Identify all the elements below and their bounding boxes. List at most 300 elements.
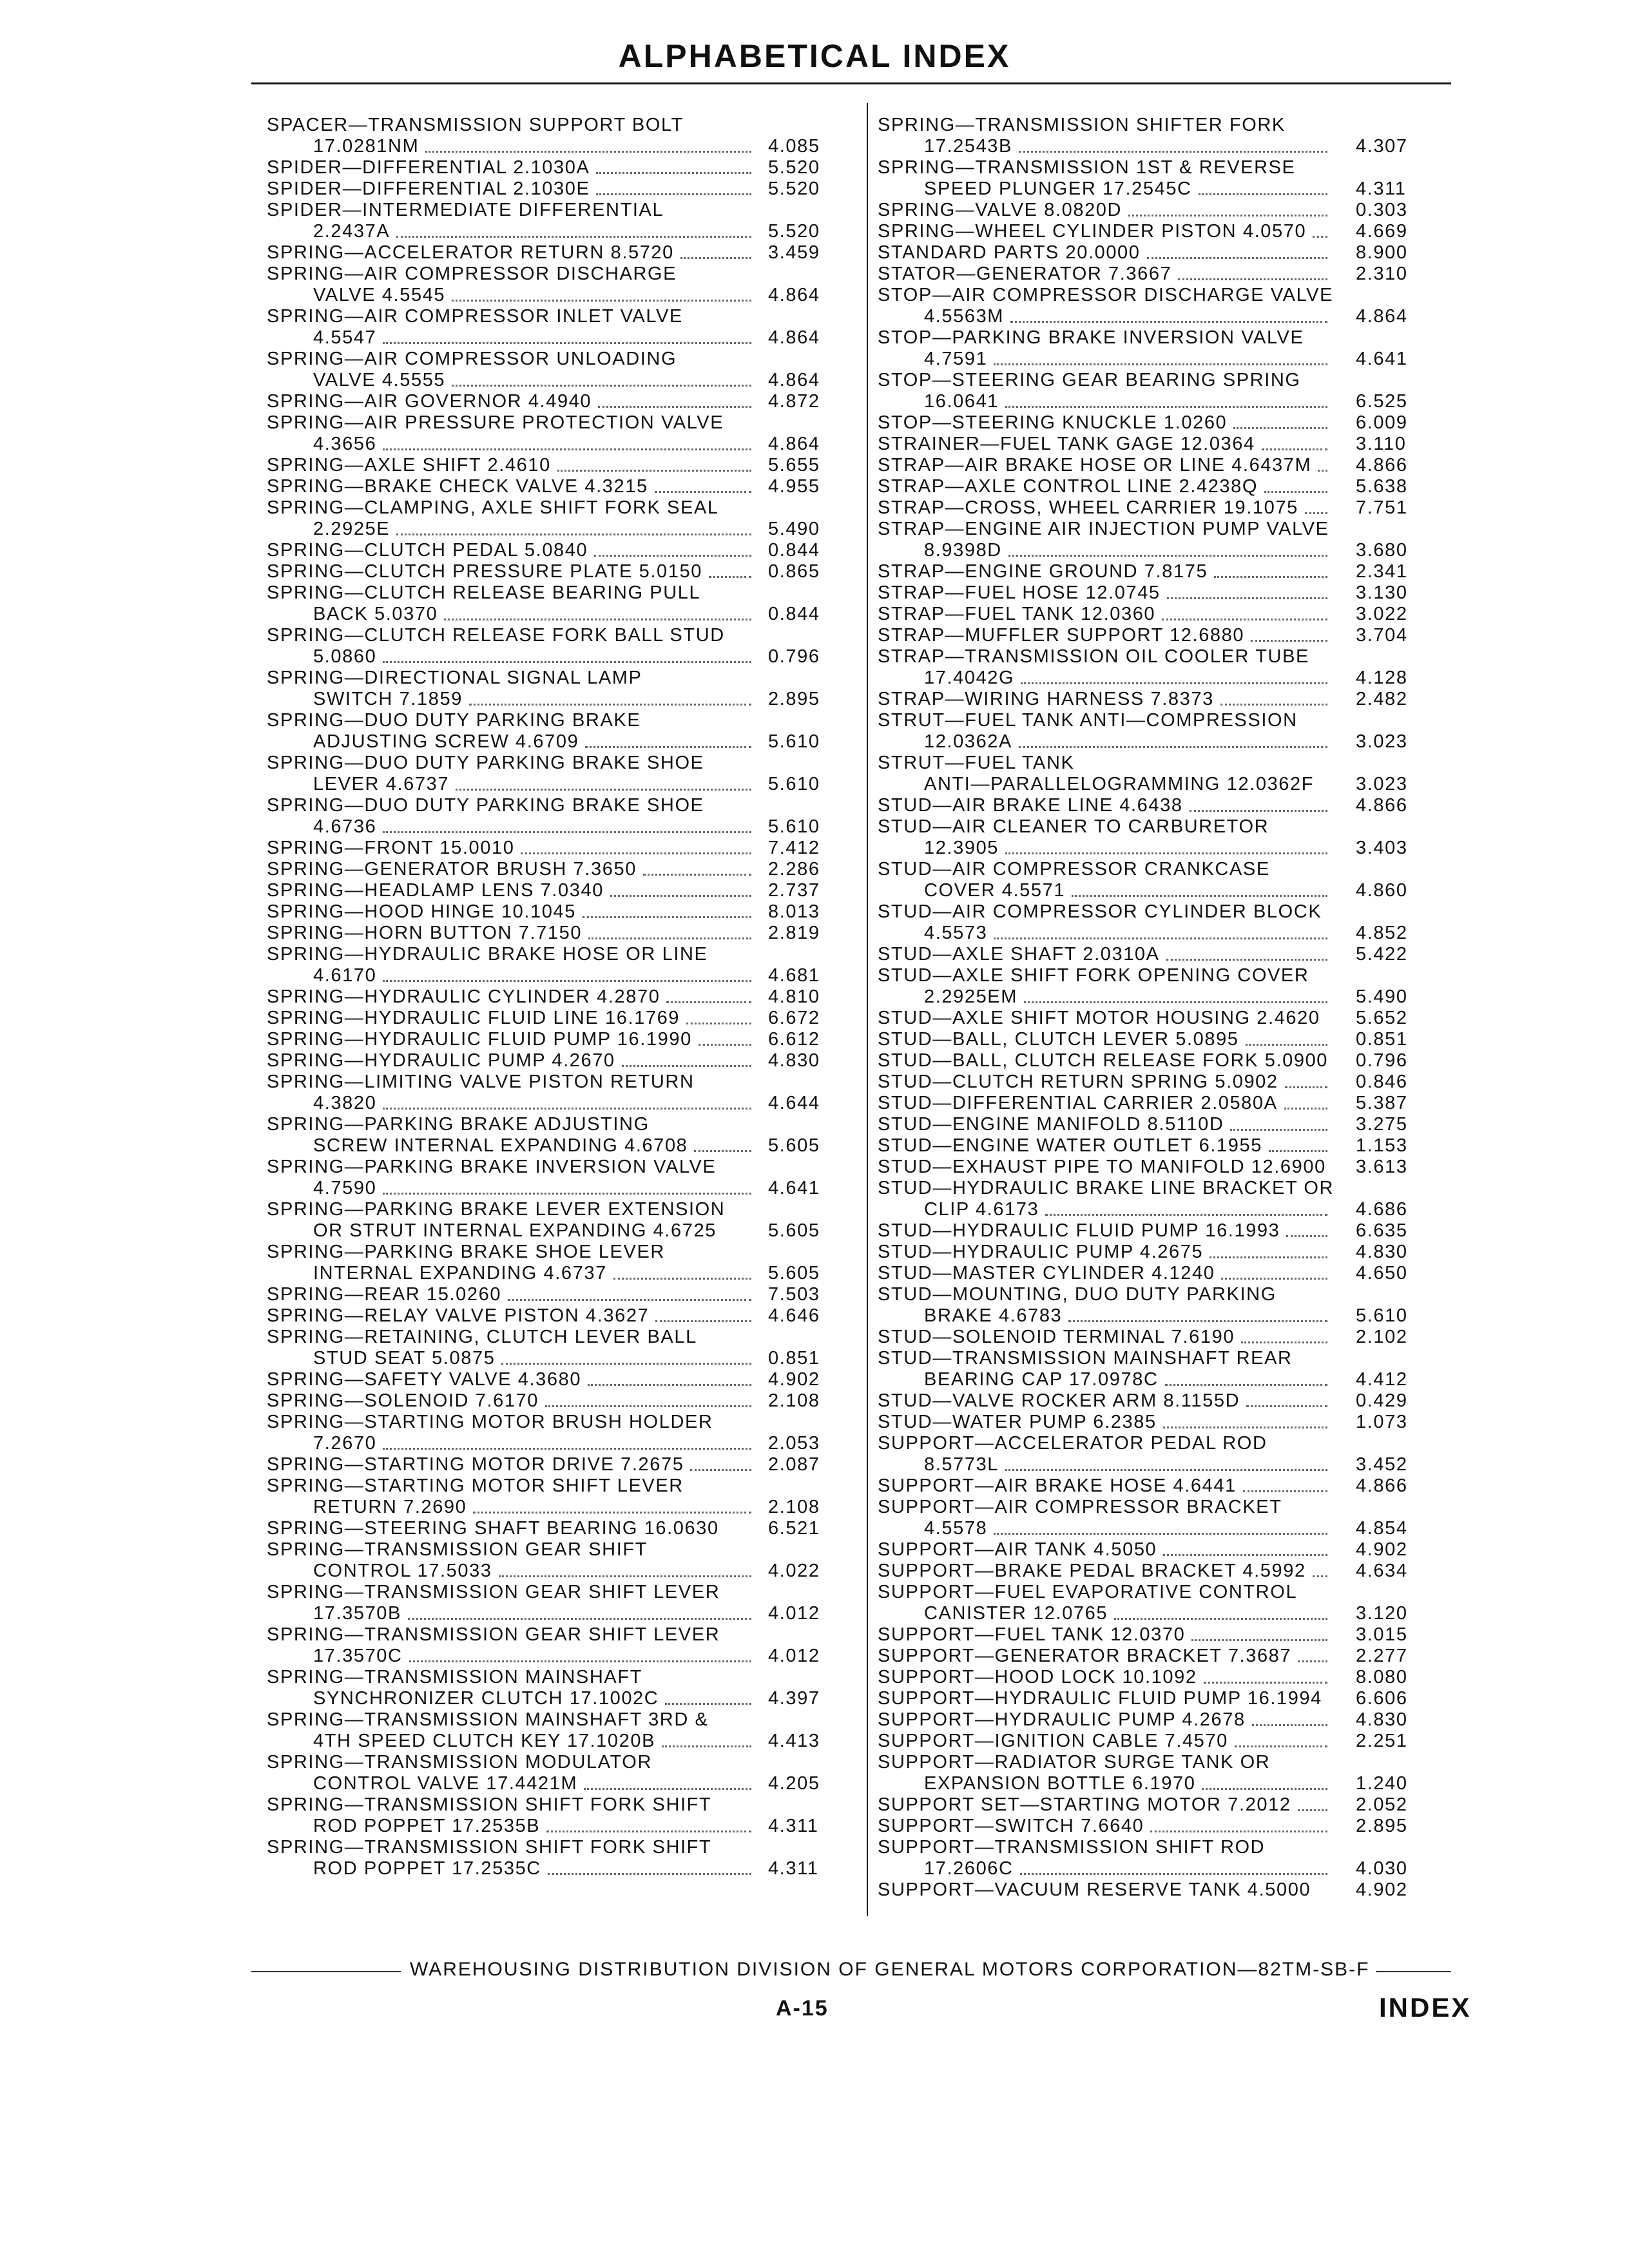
entry-page-ref: 3.459 <box>768 242 820 263</box>
dot-leader <box>383 831 751 833</box>
entry-page-ref: 4.012 <box>768 1603 820 1624</box>
index-entry <box>878 497 1440 519</box>
entry-heading: SPRING—TRANSMISSION GEAR SHIFT <box>267 1539 648 1560</box>
entry-page-ref: 4.854 <box>1356 1518 1408 1539</box>
entry-page-ref: 5.610 <box>768 774 820 794</box>
entry-line <box>878 1688 1333 1709</box>
dot-leader <box>1313 1575 1327 1577</box>
entry-continuation-text: 17.4042G <box>924 668 1015 688</box>
dot-leader <box>1221 1278 1327 1280</box>
entry-text <box>878 1688 1333 1709</box>
entry-page-ref: 4.864 <box>768 370 820 390</box>
entry-heading: SPIDER—DIFFERENTIAL 2.1030A <box>267 157 590 178</box>
entry-continuation-text: BACK 5.0370 <box>313 604 438 624</box>
entry-continuation-text: RETURN 7.2690 <box>313 1497 467 1517</box>
index-entry <box>267 1050 840 1072</box>
entry-page-ref: 0.851 <box>768 1348 820 1369</box>
index-entry <box>878 434 1440 455</box>
entry-text <box>267 264 757 306</box>
entry-continuation-text: 4.3656 <box>313 434 377 454</box>
dot-leader <box>1150 1831 1327 1832</box>
entry-page-ref: 2.895 <box>1356 1816 1408 1836</box>
entry-text <box>878 604 1333 625</box>
entry-page-ref: 4.810 <box>768 986 820 1007</box>
entry-page-ref: 7.503 <box>768 1284 820 1305</box>
entry-continuation <box>878 391 1333 412</box>
entry-heading: STRAINER—FUEL TANK GAGE 12.0364 <box>878 434 1255 454</box>
entry-continuation-text: 8.5773L <box>924 1454 999 1475</box>
entry-page-ref: 5.387 <box>1356 1093 1408 1113</box>
dot-leader <box>994 363 1327 365</box>
entry-continuation-text: 4.6170 <box>313 965 377 986</box>
entry-heading: SPRING—CLUTCH RELEASE BEARING PULL <box>267 582 701 603</box>
entry-heading: SPRING—VALVE 8.0820D <box>878 200 1123 220</box>
entry-continuation <box>267 1561 757 1582</box>
entry-continuation-text: SYNCHRONIZER CLUTCH 17.1002C <box>313 1688 659 1709</box>
dot-leader <box>1235 1745 1327 1747</box>
entry-text <box>267 838 757 859</box>
entry-heading: SPRING—AIR COMPRESSOR INLET VALVE <box>267 306 683 327</box>
entry-heading: SUPPORT—IGNITION CABLE 7.4570 <box>878 1731 1228 1751</box>
entry-line <box>878 1794 1333 1816</box>
index-entry <box>878 1433 1440 1475</box>
entry-text <box>267 1029 757 1050</box>
entry-heading: STUD—ENGINE WATER OUTLET 6.1955 <box>878 1135 1262 1156</box>
entry-heading: SPRING—DIRECTIONAL SIGNAL LAMP <box>267 668 642 688</box>
entry-line <box>878 1008 1333 1029</box>
entry-heading: SPRING—REAR 15.0260 <box>267 1284 502 1305</box>
entry-text <box>267 1582 757 1624</box>
entry-text <box>267 1199 757 1242</box>
entry-line <box>878 1879 1333 1901</box>
entry-heading: SPRING—TRANSMISSION SHIFTER FORK <box>878 115 1286 135</box>
entry-text <box>878 519 1333 561</box>
entry-continuation-text: 2.2437A <box>313 221 390 242</box>
entry-line <box>878 1135 1333 1157</box>
entry-page-ref: 4.205 <box>768 1773 820 1794</box>
entry-page-ref: 2.895 <box>768 689 820 709</box>
entry-page-ref: 4.902 <box>768 1369 820 1390</box>
dot-leader <box>1005 1469 1327 1471</box>
entry-heading: SPRING—TRANSMISSION SHIFT FORK SHIFT <box>267 1837 712 1858</box>
entry-text <box>267 923 757 944</box>
dot-leader <box>1246 1044 1327 1046</box>
entry-line <box>878 1539 1333 1561</box>
index-entry <box>878 327 1440 370</box>
entry-text <box>267 1242 757 1284</box>
entry-text <box>878 1582 1333 1624</box>
index-entry <box>267 242 840 264</box>
entry-page-ref: 5.520 <box>768 157 820 178</box>
index-entry <box>267 1327 840 1369</box>
entry-line <box>878 1412 1333 1433</box>
dot-leader <box>994 937 1327 939</box>
entry-page-ref: 2.108 <box>768 1497 820 1517</box>
index-entry <box>267 838 840 859</box>
entry-heading: SPRING—SOLENOID 7.6170 <box>267 1390 539 1411</box>
index-entry <box>267 1454 840 1475</box>
entry-continuation <box>267 370 757 391</box>
entry-heading: SPRING—ACCELERATOR RETURN 8.5720 <box>267 242 674 263</box>
entry-text <box>878 1816 1333 1837</box>
entry-text <box>878 816 1333 859</box>
entry-page-ref: 2.102 <box>1356 1327 1408 1347</box>
entry-heading: SPRING—SAFETY VALVE 4.3680 <box>267 1369 582 1390</box>
index-entry <box>878 901 1440 944</box>
dot-leader <box>622 1065 751 1067</box>
entry-heading: SUPPORT—SWITCH 7.6640 <box>878 1816 1144 1836</box>
entry-continuation <box>267 136 757 157</box>
entry-line <box>267 1390 757 1412</box>
entry-continuation-text: 4.5563M <box>924 306 1005 327</box>
entry-text <box>267 1284 757 1305</box>
entry-continuation <box>878 178 1333 200</box>
entry-line <box>267 880 757 901</box>
entry-continuation-text: CANISTER 12.0765 <box>924 1603 1108 1624</box>
entry-continuation <box>267 646 757 668</box>
entry-page-ref: 0.796 <box>1356 1050 1408 1071</box>
entry-text <box>878 1348 1333 1390</box>
entry-line <box>267 1050 757 1072</box>
entry-line <box>878 625 1333 646</box>
entry-heading: STUD—DIFFERENTIAL CARRIER 2.0580A <box>878 1093 1278 1113</box>
index-entry <box>878 1624 1440 1646</box>
entry-page-ref: 5.520 <box>768 221 820 242</box>
entry-text <box>878 1178 1333 1220</box>
dot-leader <box>662 1745 751 1747</box>
entry-page-ref: 4.955 <box>768 476 820 497</box>
entry-heading: STUD—ENGINE MANIFOLD 8.5110D <box>878 1114 1224 1135</box>
index-entry <box>878 689 1440 710</box>
dot-leader <box>444 619 751 620</box>
footer-publisher: WAREHOUSING DISTRIBUTION DIVISION OF GENERAL MOTORS CORPORATION—82TM-SB-F <box>410 1959 1370 1980</box>
entry-heading: STUD—MOUNTING, DUO DUTY PARKING <box>878 1284 1277 1305</box>
entry-page-ref: 4.311 <box>768 1858 819 1879</box>
entry-line <box>878 476 1333 497</box>
entry-text <box>267 455 757 476</box>
entry-heading: SPRING—CLUTCH RELEASE FORK BALL STUD <box>267 625 725 646</box>
entry-text <box>267 115 757 157</box>
index-entry <box>878 944 1440 965</box>
entry-page-ref: 3.022 <box>1356 604 1408 624</box>
entry-page-ref: 4.830 <box>1356 1242 1408 1262</box>
entry-line <box>878 582 1333 604</box>
index-entry <box>267 115 840 157</box>
dot-leader <box>1019 151 1327 153</box>
entry-page-ref: 1.240 <box>1356 1773 1408 1794</box>
index-entry <box>267 178 840 200</box>
entry-heading: SPRING—DUO DUTY PARKING BRAKE SHOE <box>267 753 704 773</box>
entry-page-ref: 4.012 <box>768 1646 820 1666</box>
dot-leader <box>1191 1639 1327 1641</box>
index-entry <box>267 264 840 306</box>
entry-page-ref: 4.866 <box>1356 795 1408 816</box>
entry-heading: SPRING—HYDRAULIC FLUID LINE 16.1769 <box>267 1008 680 1028</box>
index-entry <box>267 1029 840 1050</box>
entry-heading: STRAP—AIR BRAKE HOSE OR LINE 4.6437M <box>878 455 1312 476</box>
entry-page-ref: 3.023 <box>1356 731 1408 752</box>
entry-page-ref: 4.397 <box>768 1688 820 1709</box>
index-entry <box>878 1731 1440 1752</box>
entry-continuation <box>267 1816 757 1837</box>
entry-line <box>878 264 1333 285</box>
entry-text <box>267 391 757 412</box>
entry-heading: SPRING—CLUTCH PRESSURE PLATE 5.0150 <box>267 561 702 582</box>
index-entry <box>267 625 840 668</box>
entry-continuation-text: 12.0362A <box>924 731 1012 752</box>
entry-line <box>878 497 1333 519</box>
entry-page-ref: 4.307 <box>1356 136 1408 157</box>
entry-heading: STRUT—FUEL TANK <box>878 753 1075 773</box>
dot-leader <box>583 916 751 918</box>
entry-heading: SPRING—TRANSMISSION GEAR SHIFT LEVER <box>267 1582 720 1602</box>
entry-heading: SPRING—GENERATOR BRUSH 7.3650 <box>267 859 637 879</box>
entry-text <box>878 1433 1333 1475</box>
entry-text <box>267 1454 757 1475</box>
entry-page-ref: 0.844 <box>768 540 820 561</box>
entry-heading: SUPPORT—HYDRAULIC FLUID PUMP 16.1994 <box>878 1688 1322 1709</box>
index-entry <box>878 1582 1440 1624</box>
entry-heading: SUPPORT—HYDRAULIC PUMP 4.2678 <box>878 1709 1246 1730</box>
entry-heading: SUPPORT—ACCELERATOR PEDAL ROD <box>878 1433 1268 1454</box>
entry-heading: SPRING—FRONT 15.0010 <box>267 838 515 858</box>
index-entry <box>267 1242 840 1284</box>
entry-line <box>267 157 757 178</box>
entry-heading: SPACER—TRANSMISSION SUPPORT BOLT <box>267 115 684 135</box>
dot-leader <box>1010 321 1327 323</box>
index-entry <box>878 1646 1440 1667</box>
dot-leader <box>396 236 751 238</box>
entry-continuation-text: SCREW INTERNAL EXPANDING 4.6708 <box>313 1135 688 1156</box>
entry-page-ref: 3.110 <box>1356 434 1407 454</box>
dot-leader <box>383 980 751 982</box>
index-entry <box>267 1837 840 1879</box>
entry-continuation <box>267 1497 757 1518</box>
entry-line <box>878 1390 1333 1412</box>
index-entry <box>267 1624 840 1667</box>
entry-page-ref: 4.852 <box>1356 923 1408 943</box>
entry-line <box>878 1561 1333 1582</box>
dot-leader <box>409 1660 751 1662</box>
entry-line <box>267 986 757 1008</box>
dot-leader <box>1298 1660 1327 1662</box>
entry-heading: STUD—VALVE ROCKER ARM 8.1155D <box>878 1390 1240 1411</box>
dot-leader <box>1005 406 1327 408</box>
dot-leader <box>594 555 751 557</box>
entry-continuation <box>878 668 1333 689</box>
entry-line <box>878 1093 1333 1114</box>
entry-page-ref: 0.844 <box>768 604 820 624</box>
dot-leader <box>598 406 751 408</box>
entry-page-ref: 3.704 <box>1356 625 1408 646</box>
index-entry <box>878 1242 1440 1263</box>
entry-heading: STRUT—FUEL TANK ANTI—COMPRESSION <box>878 710 1298 731</box>
entry-heading: SPRING—HORN BUTTON 7.7150 <box>267 923 583 943</box>
index-entry <box>267 306 840 349</box>
dot-leader <box>1165 1384 1327 1386</box>
dot-leader <box>596 172 751 174</box>
index-entry <box>878 115 1440 157</box>
entry-continuation-text: 17.0281NM <box>313 136 419 157</box>
dot-leader <box>521 852 751 854</box>
index-entry <box>878 1688 1440 1709</box>
entry-text <box>878 1242 1333 1263</box>
dot-leader <box>686 1023 751 1024</box>
index-entry <box>267 1390 840 1412</box>
entry-heading: SPIDER—DIFFERENTIAL 2.1030E <box>267 178 590 199</box>
index-entry <box>267 1518 840 1539</box>
entry-heading: SPRING—HYDRAULIC PUMP 4.2670 <box>267 1050 615 1071</box>
dot-leader <box>694 1150 751 1152</box>
entry-text <box>878 1794 1333 1816</box>
entry-continuation-text: 17.3570B <box>313 1603 401 1624</box>
dot-leader <box>545 1405 751 1407</box>
dot-leader <box>1008 555 1327 557</box>
dot-leader <box>610 895 751 897</box>
dot-leader <box>383 1193 751 1195</box>
index-entry <box>878 1709 1440 1731</box>
dot-leader <box>425 151 751 153</box>
index-entry <box>878 1263 1440 1284</box>
index-entry <box>878 1327 1440 1348</box>
entry-continuation-text: BRAKE 4.6783 <box>924 1305 1063 1326</box>
dot-leader <box>1264 491 1327 493</box>
index-entry <box>878 1475 1440 1497</box>
entry-continuation-text: COVER 4.5571 <box>924 880 1066 901</box>
entry-heading: SPRING—TRANSMISSION 1ST & REVERSE <box>878 157 1296 178</box>
entry-heading: SUPPORT—TRANSMISSION SHIFT ROD <box>878 1837 1266 1858</box>
entry-line <box>878 455 1333 476</box>
index-entry <box>267 668 840 710</box>
entry-text <box>878 264 1333 285</box>
index-entry <box>878 455 1440 476</box>
entry-line <box>878 242 1333 264</box>
entry-continuation <box>878 349 1333 370</box>
entry-heading: STUD—EXHAUST PIPE TO MANIFOLD 12.6900 <box>878 1157 1326 1177</box>
entry-text <box>878 1561 1333 1582</box>
entry-text <box>878 1390 1333 1412</box>
entry-text <box>267 668 757 710</box>
entry-text <box>878 795 1333 816</box>
entry-continuation <box>267 1348 757 1369</box>
entry-heading: SUPPORT SET—STARTING MOTOR 7.2012 <box>878 1794 1291 1815</box>
entry-text <box>267 306 757 349</box>
dot-leader <box>1243 1490 1327 1492</box>
entry-line <box>878 1475 1333 1497</box>
dot-leader <box>1190 810 1327 812</box>
entry-heading: SPRING—RELAY VALVE PISTON 4.3627 <box>267 1305 650 1326</box>
entry-continuation <box>267 1773 757 1794</box>
entry-heading: SPRING—STARTING MOTOR DRIVE 7.2675 <box>267 1454 684 1475</box>
dot-leader <box>1162 619 1327 620</box>
index-entry <box>878 1284 1440 1327</box>
entry-page-ref: 4.864 <box>768 285 820 305</box>
index-entry <box>267 1752 840 1794</box>
dot-leader <box>1298 1809 1327 1811</box>
entry-text <box>267 1667 757 1709</box>
index-entry <box>267 880 840 901</box>
dot-leader <box>1269 1150 1327 1152</box>
index-entry <box>878 646 1440 689</box>
entry-page-ref: 2.819 <box>768 923 820 943</box>
entry-line <box>267 1284 757 1305</box>
dot-leader <box>1246 1405 1327 1407</box>
dot-leader <box>613 1278 751 1280</box>
index-entry <box>267 1305 840 1327</box>
entry-line <box>267 1454 757 1475</box>
entry-text <box>878 476 1333 497</box>
dot-leader <box>1163 1554 1327 1556</box>
entry-heading: STUD—AIR CLEANER TO CARBURETOR <box>878 816 1269 837</box>
entry-heading: SPRING—HOOD HINGE 10.1045 <box>267 901 576 922</box>
index-entry <box>267 944 840 986</box>
index-entry <box>267 497 840 540</box>
entry-line <box>878 1114 1333 1135</box>
dot-leader <box>690 1469 751 1471</box>
dot-leader <box>655 491 751 493</box>
column-divider <box>867 103 868 1916</box>
dot-leader <box>383 342 751 344</box>
entry-page-ref: 2.053 <box>768 1433 820 1454</box>
entry-heading: STRAP—ENGINE AIR INJECTION PUMP VALVE <box>878 519 1329 539</box>
entry-text <box>878 561 1333 582</box>
entry-heading: SPRING—PARKING BRAKE INVERSION VALVE <box>267 1157 717 1177</box>
entry-page-ref: 2.286 <box>768 859 820 879</box>
entry-continuation <box>267 1731 757 1752</box>
index-entry <box>878 816 1440 859</box>
index-entry <box>267 1072 840 1114</box>
entry-line <box>267 391 757 412</box>
entry-page-ref: 3.015 <box>1356 1624 1408 1645</box>
entry-page-ref: 4.085 <box>768 136 820 157</box>
entry-page-ref: 4.669 <box>1356 221 1408 242</box>
entry-page-ref: 7.751 <box>1356 497 1408 518</box>
entry-text <box>267 476 757 497</box>
footer-rule-right <box>1376 1971 1451 1972</box>
entry-line <box>878 1646 1333 1667</box>
entry-heading: SPRING—PARKING BRAKE SHOE LEVER <box>267 1242 665 1262</box>
entry-heading: STUD—BALL, CLUTCH RELEASE FORK 5.0900 <box>878 1050 1329 1071</box>
dot-leader <box>1210 1256 1327 1258</box>
entry-page-ref: 8.900 <box>1356 242 1408 263</box>
entry-text <box>878 285 1333 327</box>
entry-heading: SPRING—HYDRAULIC CYLINDER 4.2870 <box>267 986 660 1007</box>
entry-text <box>878 1114 1333 1135</box>
dot-leader <box>1147 257 1327 259</box>
entry-page-ref: 4.830 <box>768 1050 820 1071</box>
entry-heading: SUPPORT—FUEL EVAPORATIVE CONTROL <box>878 1582 1298 1602</box>
entry-line <box>267 242 757 264</box>
entry-text <box>878 859 1333 901</box>
entry-continuation <box>267 689 757 710</box>
entry-text <box>878 1646 1333 1667</box>
entry-heading: SUPPORT—GENERATOR BRACKET 7.3687 <box>878 1646 1292 1666</box>
entry-text <box>267 710 757 753</box>
entry-line <box>267 1008 757 1029</box>
entry-text <box>267 1072 757 1114</box>
entry-page-ref: 6.672 <box>768 1008 820 1028</box>
entry-text <box>267 901 757 923</box>
entry-line <box>878 412 1333 434</box>
entry-text <box>878 646 1333 689</box>
index-entry <box>878 710 1440 753</box>
entry-line <box>267 178 757 200</box>
index-entry <box>878 1752 1440 1794</box>
entry-line <box>878 1667 1333 1688</box>
dot-leader <box>588 937 751 939</box>
entry-continuation <box>878 923 1333 944</box>
entry-page-ref: 2.251 <box>1356 1731 1408 1751</box>
